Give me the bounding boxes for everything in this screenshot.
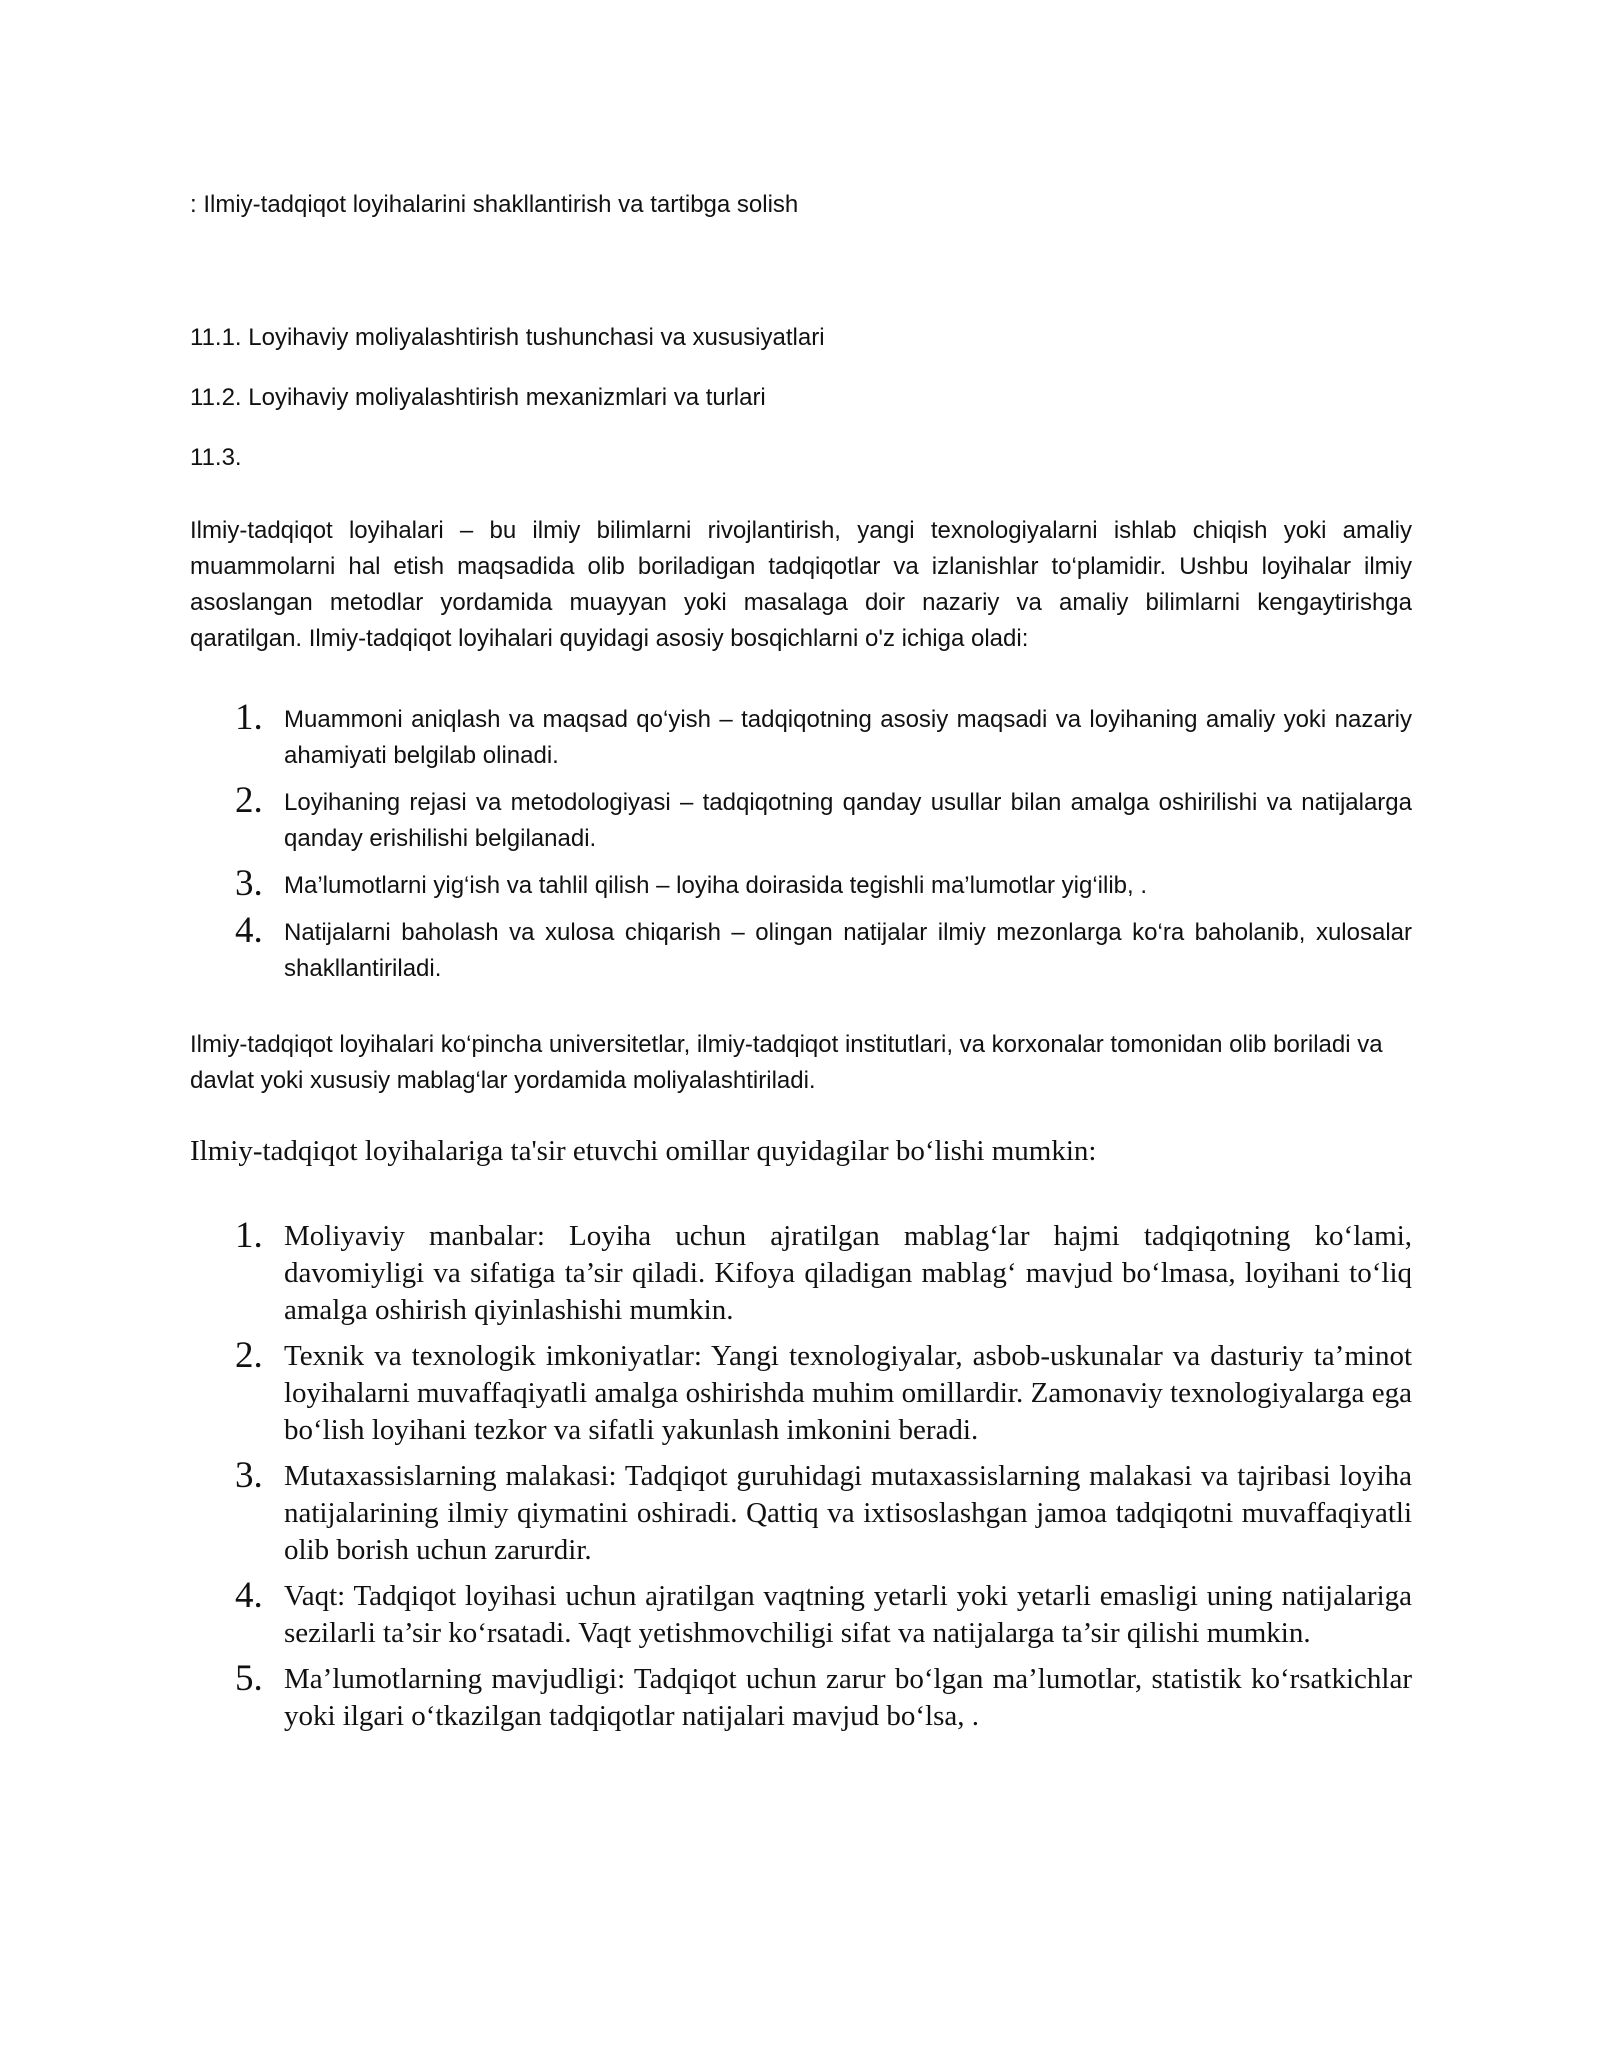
list-item-text: Ma’lumotlarni yig‘ish va tahlil qilish – loyiha doirasida tegishli ma’lumotlar yig‘ilib, . — [284, 872, 1148, 899]
list-number: 1. — [235, 1215, 263, 1256]
list-item-text: Vaqt: Tadqiqot loyihasi uchun ajratilgan vaqtning yetarli yoki yetarli emasligi uning natijalariga sezilarli ta’sir ko‘rsatadi. Vaqt yetishmovchiligi sifat va natijalarga ta’sir qilishi mumkin. — [284, 1580, 1412, 1649]
factors-list — [190, 1215, 1412, 1744]
outline-item-2: 11.2. Loyihaviy moliyalashtirish mexanizmlari va turlari — [190, 384, 766, 411]
list-number: 4. — [235, 1575, 263, 1616]
list-item — [190, 697, 1412, 774]
list-item — [190, 863, 1412, 904]
list-number: 2. — [235, 1335, 263, 1376]
stages-list — [190, 697, 1412, 998]
list-item-text: Moliyaviy manbalar: Loyiha uchun ajratilgan mablag‘lar hajmi tadqiqotning ko‘lami, davomiyligi va sifatiga ta’sir qiladi. Kifoya qiladigan mablag‘ mavjud bo‘lmasa, loyihani to‘liq amalga oshirish qiyinlashishi mumkin. — [284, 1220, 1412, 1326]
list-number: 3. — [235, 1455, 263, 1496]
outline-item-3: 11.3. — [190, 444, 242, 471]
factors-heading: Ilmiy-tadqiqot loyihalariga ta'sir etuvchi omillar quyidagilar bo‘lishi mumkin: — [190, 1135, 1097, 1167]
list-item-text: Mutaxassislarning malakasi: Tadqiqot guruhidagi mutaxassislarning malakasi va tajribasi loyiha natijalarining ilmiy qiymatini oshiradi. Qattiq va ixtisoslashgan jamoa tadqiqotni muvaffaqiyatli olib borish uchun zarurdir. — [284, 1460, 1412, 1566]
funding-paragraph: Ilmiy-tadqiqot loyihalari ko‘pincha universitetlar, ilmiy-tadqiqot institutlari, va korxonalar tomonidan olib boriladi va davlat yoki xususiy mablag‘lar yordamida moliyalashtiriladi. — [190, 1031, 1383, 1094]
list-number: 2. — [235, 780, 263, 821]
intro-paragraph: Ilmiy-tadqiqot loyihalari – bu ilmiy bilimlarni rivojlantirish, yangi texnologiyalarni ishlab chiqish yoki amaliy muammolarni hal etish maqsadida olib boriladigan tadqiqotlar va izlanishlar to‘plamidir. Ushbu loyihalar ilmiy asoslangan metodlar yordamida muayyan yoki masalaga doir nazariy va amaliy bilimlarni kengaytirishga qaratilgan. Ilmiy-tadqiqot loyihalari quyidagi asosiy bosqichlarni o'z ichiga oladi: — [190, 517, 1412, 652]
document-title: : Ilmiy-tadqiqot loyihalarini shakllantirish va tartibga solish — [190, 191, 799, 218]
list-item-text: Natijalarni baholash va xulosa chiqarish – olingan natijalar ilmiy mezonlarga ko‘ra baholanib, xulosalar shakllantiriladi. — [284, 919, 1412, 982]
list-item — [190, 1575, 1412, 1652]
list-item — [190, 1658, 1412, 1735]
list-item-text: Texnik va texnologik imkoniyatlar: Yangi texnologiyalar, asbob-uskunalar va dasturiy ta’minot loyihalarni muvaffaqiyatli amalga oshirishda muhim omillardir. Zamonaviy texnologiyalarga ega bo‘lish loyihani tezkor va sifatli yakunlash imkonini beradi. — [284, 1340, 1412, 1446]
list-item — [190, 910, 1412, 987]
list-item — [190, 1335, 1412, 1449]
list-item — [190, 1455, 1412, 1569]
list-number: 1. — [235, 697, 263, 738]
list-item-text: Loyihaning rejasi va metodologiyasi – tadqiqotning qanday usullar bilan amalga oshirilishi va natijalarga qanday erishilishi belgilanadi. — [284, 789, 1412, 852]
list-number: 3. — [235, 863, 263, 904]
list-item — [190, 780, 1412, 857]
list-item-text: Muammoni aniqlash va maqsad qo‘yish – tadqiqotning asosiy maqsadi va loyihaning amaliy yoki nazariy ahamiyati belgilab olinadi. — [284, 706, 1412, 769]
list-number: 5. — [235, 1658, 263, 1699]
list-number: 4. — [235, 910, 263, 951]
outline-item-1: 11.1. Loyihaviy moliyalashtirish tushunchasi va xususiyatlari — [190, 324, 825, 351]
list-item — [190, 1215, 1412, 1329]
list-item-text: Ma’lumotlarning mavjudligi: Tadqiqot uchun zarur bo‘lgan ma’lumotlar, statistik ko‘rsatkichlar yoki ilgari o‘tkazilgan tadqiqotlar natijalari mavjud bo‘lsa, . — [284, 1663, 1412, 1732]
